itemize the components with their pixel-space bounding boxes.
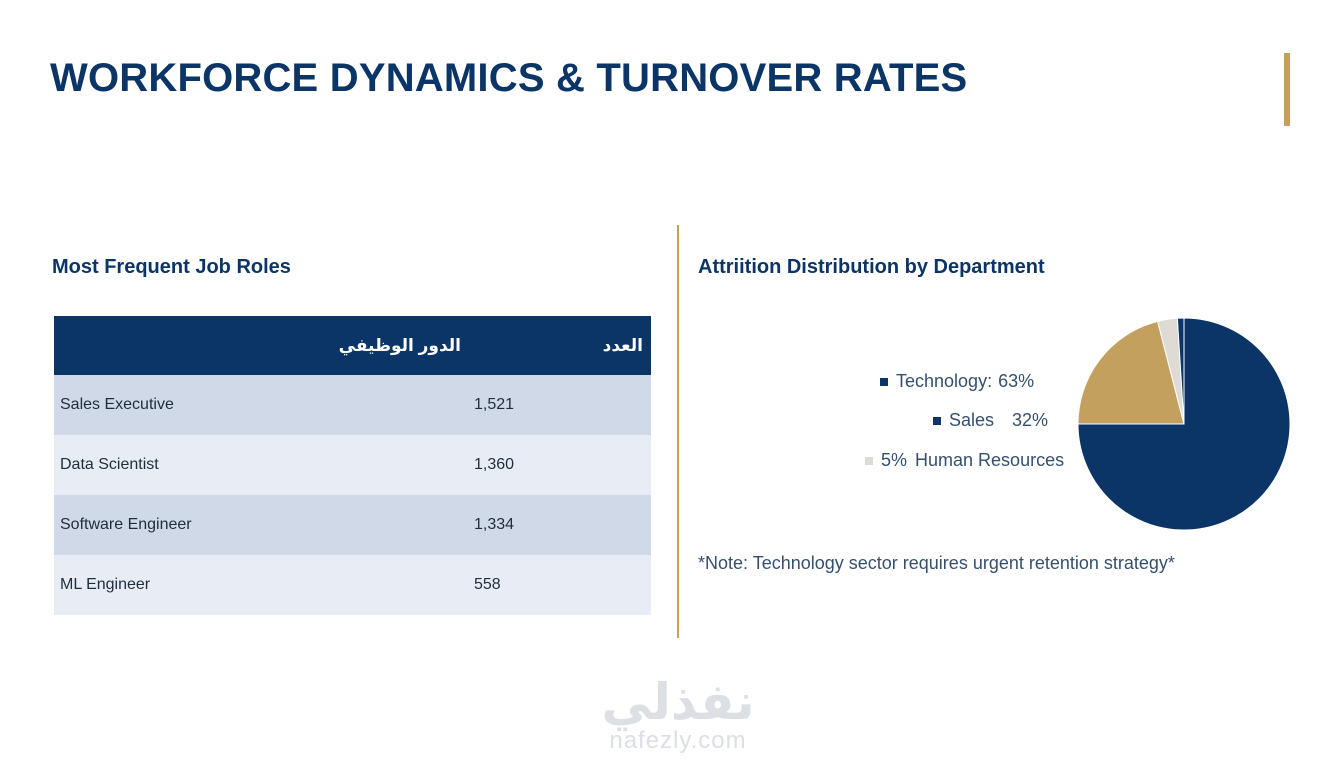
cell-role: Software Engineer bbox=[60, 516, 192, 533]
legend-value: 32% bbox=[1012, 410, 1049, 430]
legend-value: 5% bbox=[881, 450, 908, 470]
legend-sales bbox=[933, 410, 1048, 431]
page-title: WORKFORCE DYNAMICS & TURNOVER RATES bbox=[50, 56, 968, 100]
table-body bbox=[54, 375, 651, 615]
watermark-arabic: نفذلي bbox=[601, 674, 755, 730]
cell-count: 1,521 bbox=[474, 396, 515, 413]
header-role: الدور الوظيفي bbox=[338, 336, 461, 355]
legend-technology bbox=[880, 371, 1034, 392]
legend-swatch bbox=[880, 378, 888, 386]
legend-value: 63% bbox=[998, 371, 1035, 391]
watermark bbox=[588, 676, 768, 754]
table-row bbox=[54, 555, 651, 615]
attrition-heading: Attriition Distribution by Department bbox=[698, 256, 1045, 278]
retention-note: *Note: Technology sector requires urgent retention strategy* bbox=[698, 553, 1175, 573]
table-row bbox=[54, 495, 651, 555]
legend-human-resources bbox=[865, 450, 1064, 471]
cell-role: Data Scientist bbox=[60, 456, 159, 473]
attrition-pie-chart bbox=[1072, 312, 1296, 536]
section-divider bbox=[677, 225, 679, 638]
cell-role: Sales Executive bbox=[60, 396, 174, 413]
accent-bar bbox=[1284, 53, 1290, 126]
watermark-latin: nafezly.com bbox=[609, 727, 747, 754]
cell-count: 1,334 bbox=[474, 516, 515, 533]
cell-count: 558 bbox=[474, 576, 501, 593]
legend-name: Technology: bbox=[896, 371, 993, 391]
legend-swatch bbox=[933, 417, 941, 425]
header-count: العدد bbox=[602, 336, 643, 355]
table-header bbox=[54, 316, 651, 375]
legend-swatch bbox=[865, 457, 873, 465]
job-roles-heading: Most Frequent Job Roles bbox=[52, 256, 291, 278]
cell-role: ML Engineer bbox=[60, 576, 151, 593]
legend-name: Human Resources bbox=[915, 450, 1065, 470]
table-row bbox=[54, 435, 651, 495]
job-roles-table bbox=[54, 316, 651, 615]
legend-name: Sales bbox=[949, 410, 995, 430]
table-row bbox=[54, 375, 651, 435]
cell-count: 1,360 bbox=[474, 456, 515, 473]
